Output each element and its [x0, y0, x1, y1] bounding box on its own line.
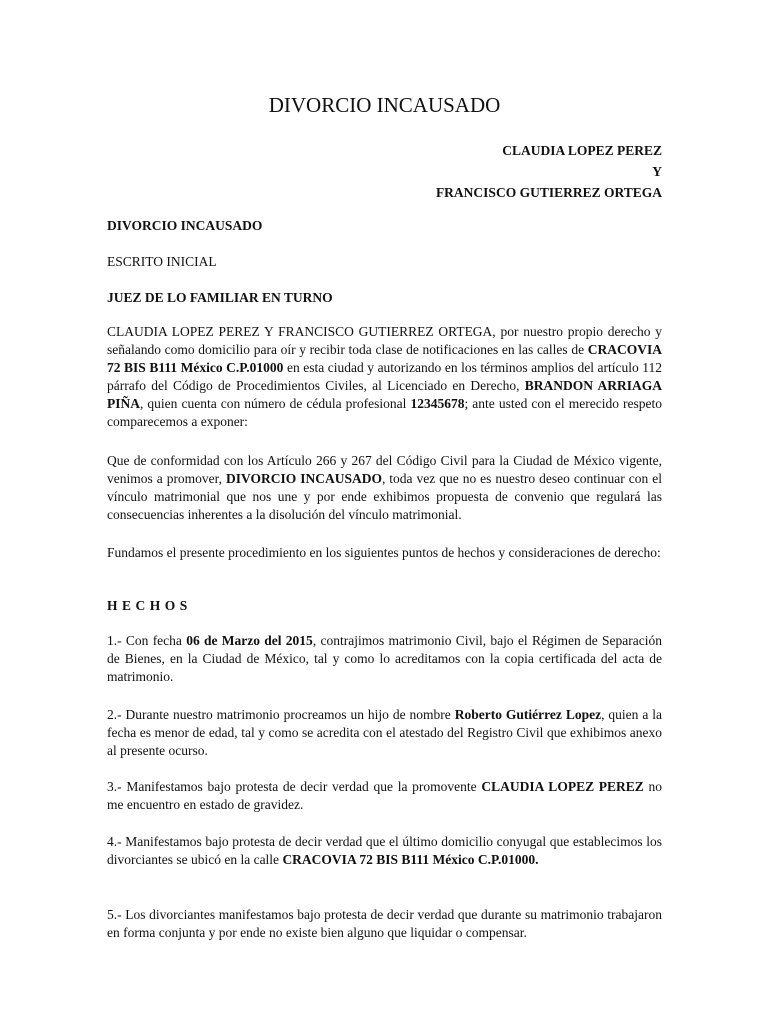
- divorcio-bold: DIVORCIO INCAUSADO: [225, 471, 382, 486]
- conjugal-address: CRACOVIA 72 BIS B111 México C.P.01000.: [282, 852, 539, 867]
- party-first: CLAUDIA LOPEZ PEREZ: [502, 143, 662, 158]
- hecho-4-text-1: 4.- Manifestamos bajo protesta de decir verdad que el último domicilio conyugal que establecimos los divorciantes se ubicó en la calle: [107, 834, 662, 867]
- hecho-2: [107, 706, 662, 760]
- hecho-4: [107, 833, 662, 869]
- subject-heading: DIVORCIO INCAUSADO: [107, 218, 263, 233]
- intro-text-3: , quien cuenta con número de cédula profesional: [140, 396, 411, 411]
- intro-text-4: ; ante usted con el merecido respeto comparecemos a exponer:: [107, 396, 662, 429]
- intro-text-1: CLAUDIA LOPEZ PEREZ Y FRANCISCO GUTIERREZ ORTEGA, por nuestro propio derecho y señalando como domicilio para oír y recibir toda clase de notificaciones en las calles de: [107, 324, 662, 357]
- hecho-3-text-1: 3.- Manifestamos bajo protesta de decir verdad que la promovente: [107, 779, 482, 794]
- hecho-3-text-2: no me encuentro en estado de gravidez.: [107, 779, 663, 812]
- hecho-5: 5.- Los divorciantes manifestamos bajo protesta de decir verdad que durante su matrimonio trabajaron en forma conjunta y por ende no existe bien alguno que liquidar o compensar.: [107, 907, 662, 940]
- child-name: Roberto Gutiérrez Lopez: [454, 707, 602, 722]
- conformidad-text-2: , toda vez que no es nuestro deseo continuar con el vínculo matrimonial que nos une y por ende exhibimos propuesta de convenio que regulará las consecuencias inherentes a la disolución del vínculo matrimonial.: [107, 471, 662, 522]
- party-conjunction: Y: [652, 164, 662, 179]
- hecho-2-text-1: 2.- Durante nuestro matrimonio procreamos un hijo de nombre: [107, 707, 455, 722]
- party-second: FRANCISCO GUTIERREZ ORTEGA: [435, 185, 662, 200]
- intro-text-2: en esta ciudad y autorizando en los términos amplios del artículo 112 párrafo del Código de Procedimientos Civiles, al Licenciado en Derecho,: [107, 360, 663, 393]
- promovente-name: CLAUDIA LOPEZ PEREZ: [481, 779, 644, 794]
- hecho-1-text-2: , contrajimos matrimonio Civil, bajo el Régimen de Separación de Bienes, en la Ciudad de México, tal y como lo acreditamos con la copia certificada del acta de matrimonio.: [107, 633, 662, 684]
- hecho-2-text-2: , quien a la fecha es menor de edad, tal y como se acredita con el atestado del Registro Civil que exhibimos anexo al presente ocurso.: [107, 707, 662, 758]
- hecho-1-text-1: 1.- Con fecha: [107, 633, 187, 648]
- fundamos-paragraph: Fundamos el presente procedimiento en los siguientes puntos de hechos y consideraciones de derecho:: [107, 545, 661, 560]
- conformidad-text-1: Que de conformidad con los Artículo 266 y 267 del Código Civil para la Ciudad de México vigente, venimos a promover,: [107, 453, 662, 486]
- hechos-heading: HECHOS: [107, 598, 192, 613]
- lawyer-name: BRANDON ARRIAGA PIÑA: [107, 378, 663, 411]
- address-bold: CRACOVIA 72 BIS B111 México C.P.01000: [107, 342, 662, 375]
- addressee-heading: JUEZ DE LO FAMILIAR EN TURNO: [107, 290, 333, 305]
- hecho-3: [107, 778, 662, 814]
- cedula-number: 12345678: [410, 396, 465, 411]
- intro-paragraph: [107, 323, 662, 431]
- marriage-date: 06 de Marzo del 2015: [186, 633, 313, 648]
- parties-block: [436, 140, 662, 203]
- conformidad-paragraph: [107, 452, 662, 524]
- document-title: DIVORCIO INCAUSADO: [268, 93, 501, 117]
- hecho-1: [107, 632, 662, 686]
- doc-type-label: ESCRITO INICIAL: [107, 254, 217, 269]
